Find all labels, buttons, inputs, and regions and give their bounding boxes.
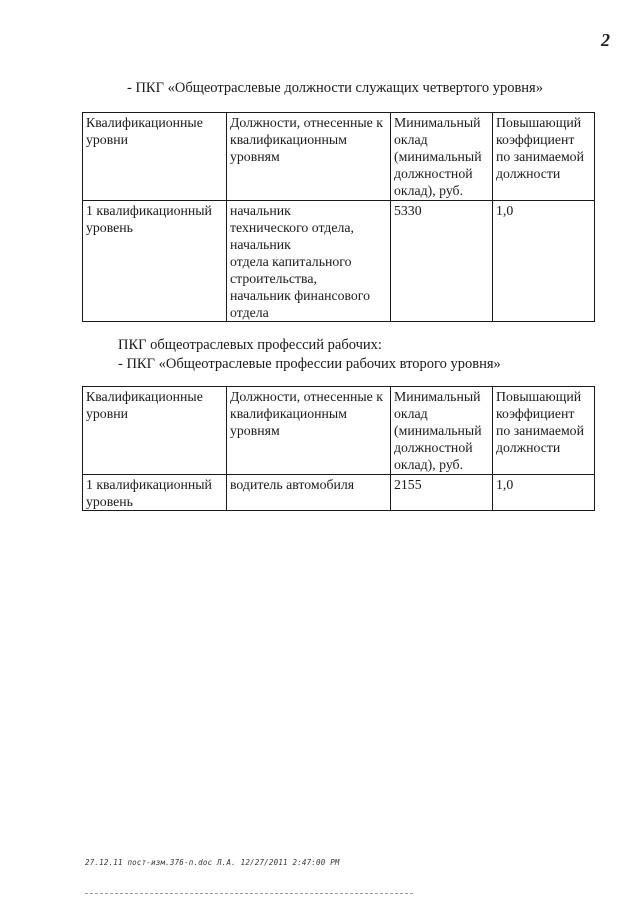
section2-heading-1: ПКГ общеотраслевых профессий рабочих:	[118, 337, 382, 353]
cell-positions: водитель автомобиля	[227, 475, 391, 511]
section1-heading: - ПКГ «Общеотраслевые должности служащих четвертого уровня»	[127, 80, 543, 96]
cell-positions: начальник технического отдела, начальник отдела капитального строительства, начальник финансового отдела	[227, 201, 391, 322]
header-cell-levels: Квалификационные уровни	[83, 387, 227, 475]
header-cell-salary: Минимальный оклад (минимальный должностной оклад), руб.	[391, 113, 493, 201]
cell-level: 1 квалификационный уровень	[83, 201, 227, 322]
cell-salary: 5330	[391, 201, 493, 322]
cell-salary: 2155	[391, 475, 493, 511]
header-cell-coefficient: Повышающий коэффициент по занимаемой должности	[493, 113, 595, 201]
footer-file-info: 27.12.11 пост-изм.376-п.doc Л.А. 12/27/2011 2:47:00 PM	[85, 858, 340, 867]
table-worker-professions	[82, 386, 595, 511]
header-cell-salary: Минимальный оклад (минимальный должностной оклад), руб.	[391, 387, 493, 475]
header-cell-positions: Должности, отнесенные к квалификационным уровням	[227, 387, 391, 475]
footer-divider	[85, 893, 413, 894]
page-number: 2	[601, 30, 610, 50]
header-cell-levels: Квалификационные уровни	[83, 113, 227, 201]
cell-coefficient: 1,0	[493, 201, 595, 322]
cell-level: 1 квалификационный уровень	[83, 475, 227, 511]
cell-coefficient: 1,0	[493, 475, 595, 511]
header-cell-coefficient: Повышающий коэффициент по занимаемой должности	[493, 387, 595, 475]
table-row	[83, 201, 595, 322]
table-header-row	[83, 113, 595, 201]
section2-heading-2: - ПКГ «Общеотраслевые профессии рабочих второго уровня»	[118, 356, 501, 372]
table-row	[83, 475, 595, 511]
table-header-row	[83, 387, 595, 475]
table-employee-positions	[82, 112, 595, 322]
header-cell-positions: Должности, отнесенные к квалификационным уровням	[227, 113, 391, 201]
